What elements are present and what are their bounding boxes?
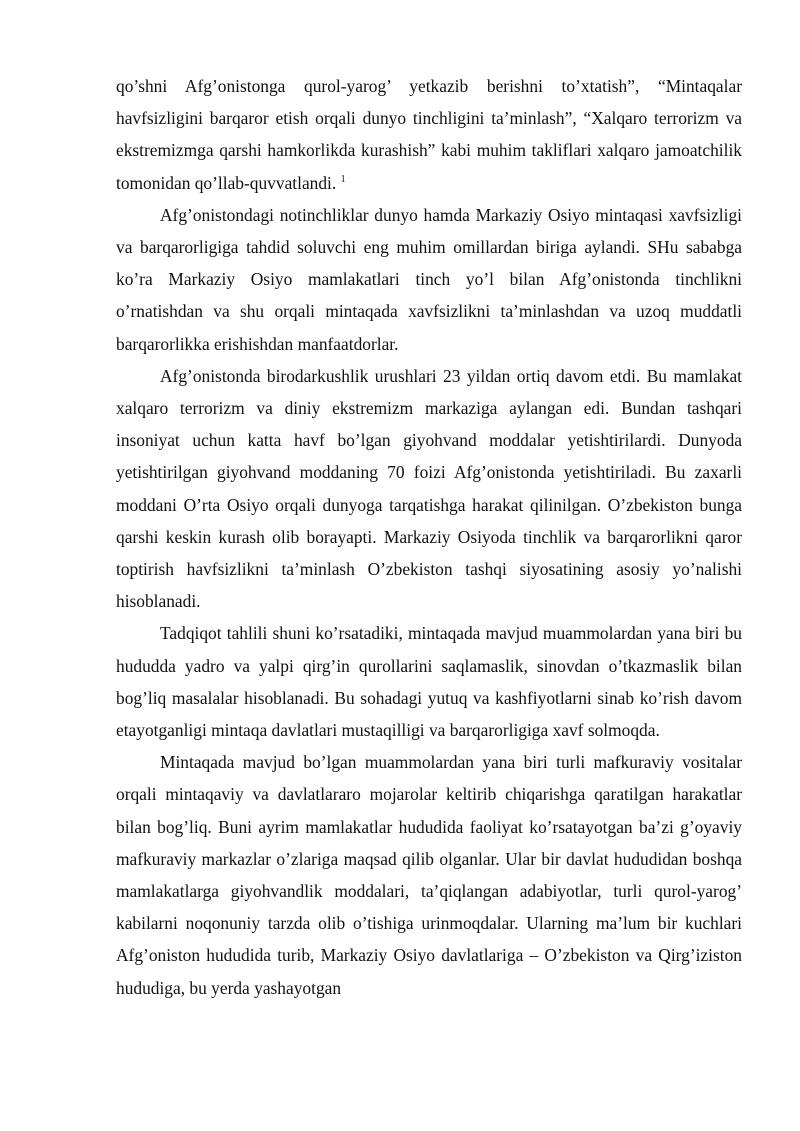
paragraph-1: [116, 70, 742, 199]
document-page: [116, 70, 742, 1004]
footnote-marker[interactable]: 1: [340, 173, 346, 185]
paragraph-1-text: qo’shni Afg’onistonga qurol-yarog’ yetkazib berishni to’xtatish”, “Mintaqalar havfsizligini barqaror etish orqali dunyo tinchligini ta’minlash”, “Xalqaro terrorizm va ekstremizmga qarshi hamkorlikda kurashish” kabi muhim takliflari xalqaro jamoatchilik tomonidan qo’llab-quvvatlandi.: [116, 76, 742, 193]
paragraph-2: Afg’onistondagi notinchliklar dunyo hamda Markaziy Osiyo mintaqasi xavfsizligi va barqarorligiga tahdid soluvchi eng muhim omillardan biriga aylandi. SHu sababga ko’ra Markaziy Osiyo mamlakatlari tinch yo’l bilan Afg’onistonda tinchlikni o’rnatishdan va shu orqali mintaqada xavfsizlikni ta’minlashdan va uzoq muddatli barqarorlikka erishishdan manfaatdorlar.: [116, 204, 742, 354]
paragraph-3: Afg’onistonda birodarkushlik urushlari 23 yildan ortiq davom etdi. Bu mamlakat xalqaro terrorizm va diniy ekstremizm markaziga aylangan edi. Bundan tashqari insoniyat uchun katta havf bo’lgan giyohvand moddalar yetishtirilardi. Dunyoda yetishtirilgan giyohvand moddaning 70 foizi Afg’onistonda yetishtiriladi. Bu zaxarli moddani O’rta Osiyo orqali dunyoga tarqatishga harakat qilinilgan. O’zbekiston bunga qarshi keskin kurash olib borayapti. Markaziy Osiyoda tinchlik va barqarorlikni qaror toptirish havfsizlikni ta’minlash O’zbekiston tashqi siyosatining asosiy yo’nalishi hisoblanadi.: [116, 365, 742, 612]
paragraph-5: Mintaqada mavjud bo’lgan muammolardan yana biri turli mafkuraviy vositalar orqali mintaqaviy va davlatlararo mojarolar keltirib chiqarishga qaratilgan harakatlar bilan bog’liq. Buni ayrim mamlakatlar hududida faoliyat ko’rsatayotgan ba’zi g’oyaviy mafkuraviy markazlar o’zlariga maqsad qilib olganlar. Ular bir davlat hududidan boshqa mamlakatlarga giyohvandlik moddalari, ta’qiqlangan adabiyotlar, turli qurol-yarog’ kabilarni noqonuniy tarzda olib o’tishiga urinmoqdalar. Ularning ma’lum bir kuchlari Afg’oniston hududida turib, Markaziy Osiyo davlatlariga – O’zbekiston va Qirg’iziston hududiga, bu yerda yashayotgan: [116, 752, 742, 998]
paragraph-4: Tadqiqot tahlili shuni ko’rsatadiki, mintaqada mavjud muammolardan yana biri bu hududda yadro va yalpi qirg’in qurollarini saqlamaslik, sinovdan o’tkazmaslik bilan bog’liq masalalar hisoblanadi. Bu sohadagi yutuq va kashfiyotlarni sinab ko’rish davom etayotganligi mintaqa davlatlari mustaqilligi va barqarorligiga xavf solmoqda.: [116, 623, 742, 741]
